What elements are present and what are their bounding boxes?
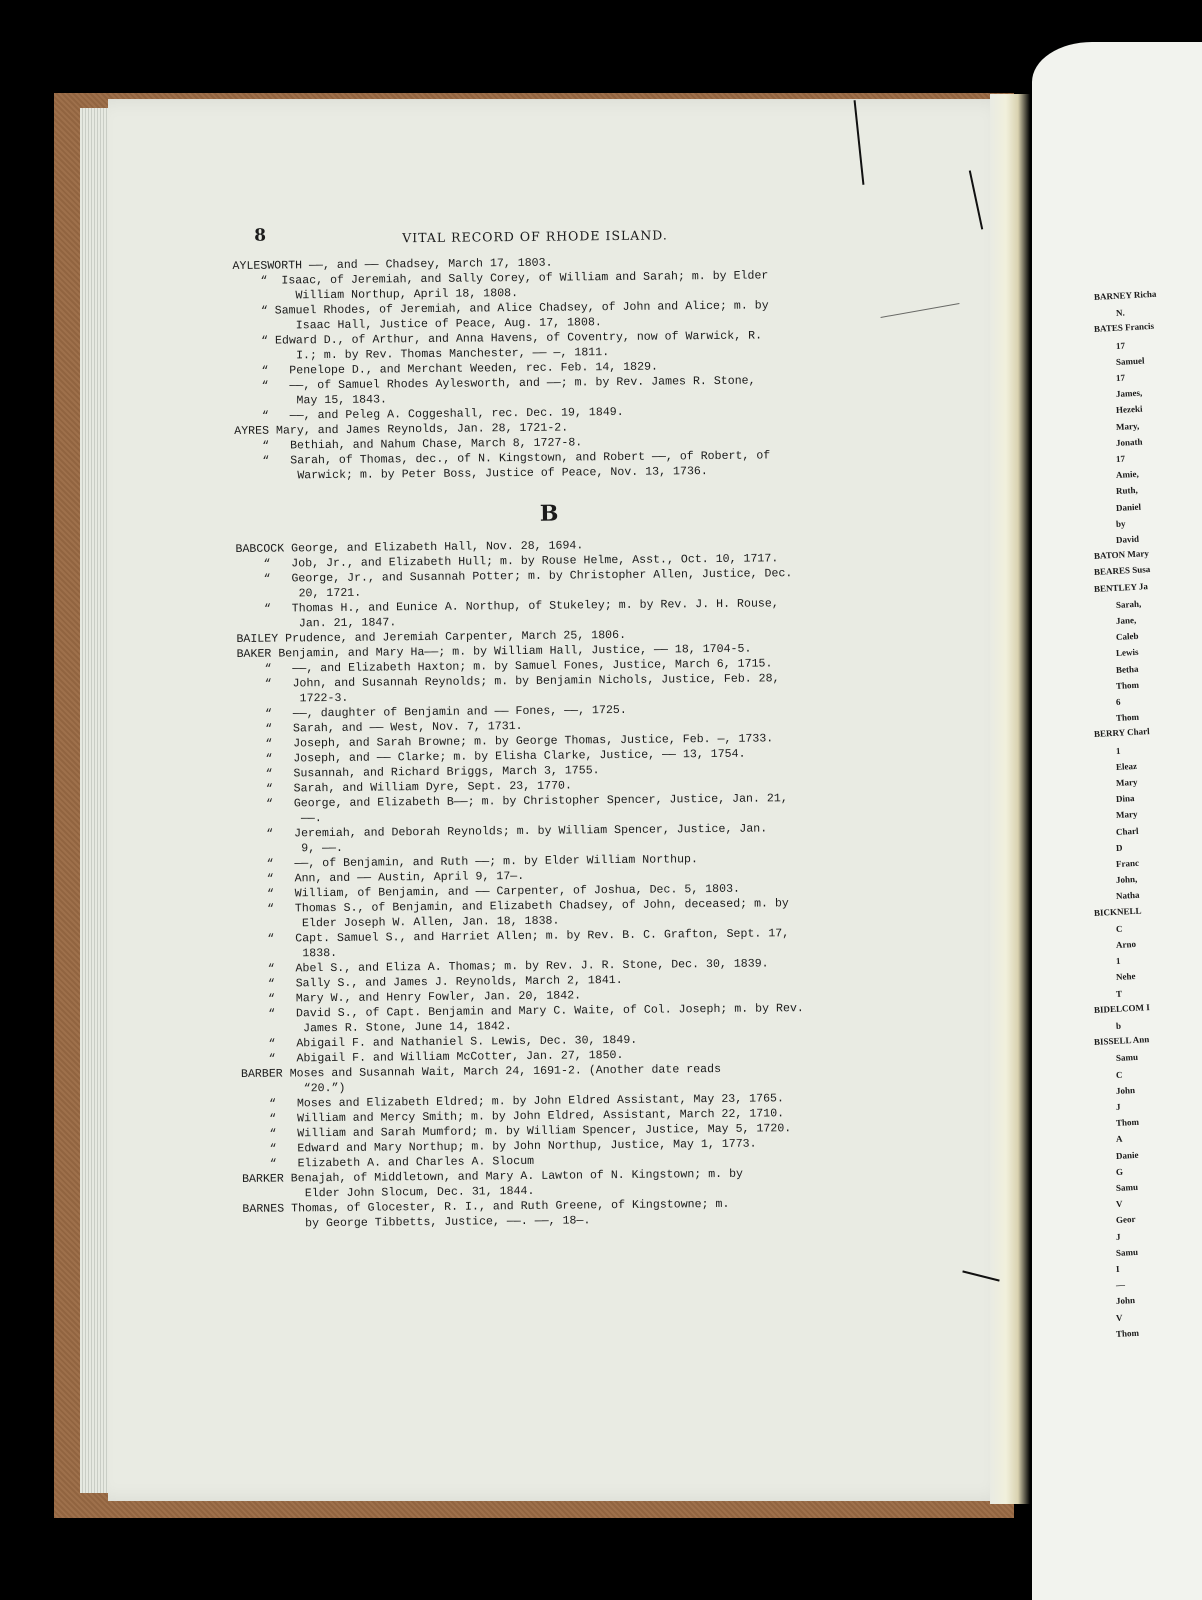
record-line: 9, ——. <box>238 841 344 856</box>
facing-page-line: D <box>1115 842 1123 853</box>
record-line: “ ——, daughter of Benjamin and —— Fones, ——, 1725. <box>237 703 627 721</box>
facing-page-line: BATON Mary <box>1093 548 1150 562</box>
record-line: “ Thomas S., of Benjamin, and Elizabeth Chadsey, of John, deceased; m. by <box>239 897 789 916</box>
record-line: “ Isaac, of Jeremiah, and Sally Corey, of William and Sarah; m. by Elder <box>232 269 769 288</box>
record-line: “ Elizabeth A. and Charles A. Slocum <box>241 1154 535 1171</box>
record-line: “ William and Mercy Smith; m. by John Eldred, Assistant, March 22, 1710. <box>241 1107 785 1126</box>
record-line: “ Mary W., and Henry Fowler, Jan. 20, 1842. <box>240 989 582 1006</box>
record-line: AYLESWORTH ——, and —— Chadsey, March 17, 1803. <box>232 256 553 273</box>
record-line: AYRES Mary, and James Reynolds, Jan. 28, 1721-2. <box>234 421 569 438</box>
facing-page-line: Geor <box>1115 1214 1136 1226</box>
right-page <box>1032 42 1202 1600</box>
record-line: 1722-3. <box>236 691 349 706</box>
facing-page-line: John <box>1115 1295 1136 1307</box>
facing-page-line: G <box>1115 1166 1124 1177</box>
record-line: “ Abel S., and Eliza A. Thomas; m. by Rev. J. R. Stone, Dec. 30, 1839. <box>239 957 769 976</box>
record-line: 1838. <box>239 946 338 961</box>
facing-page-line: Sarah, <box>1115 598 1142 610</box>
record-line: Jan. 21, 1847. <box>236 616 397 631</box>
record-line: “ Penelope D., and Merchant Weeden, rec. Feb. 14, 1829. <box>233 360 659 378</box>
facing-page-line: James, <box>1115 387 1143 400</box>
facing-page-line: BISSELL Ann <box>1093 1034 1150 1048</box>
record-line: “ Susannah, and Richard Briggs, March 3, 1755. <box>237 764 600 781</box>
record-line: “ Sarah, and William Dyre, Sept. 23, 1770. <box>237 779 573 796</box>
facing-page-line: 17 <box>1115 453 1126 464</box>
record-line: “ Sarah, of Thomas, dec., of N. Kingstown, and Robert ——, of Robert, of <box>234 449 771 468</box>
record-line: “ George, and Elizabeth B——; m. by Christopher Spencer, Justice, Jan. 21, <box>238 792 788 811</box>
facing-page-line: Daniel <box>1115 501 1142 513</box>
record-line: William Northup, April 18, 1808. <box>232 287 519 303</box>
facing-page-line: Nehe <box>1115 971 1136 983</box>
record-line: “ Capt. Samuel S., and Harriet Allen; m. by Rev. B. C. Grafton, Sept. 17, <box>239 927 790 946</box>
facing-page-line: C <box>1115 1069 1123 1080</box>
facing-page-line: Thom <box>1115 711 1140 724</box>
facing-page-line: Samu <box>1115 1052 1139 1064</box>
facing-page-line: C <box>1115 923 1123 934</box>
facing-page-line: John, <box>1115 874 1138 886</box>
page-header <box>232 212 852 248</box>
record-line: “ Samuel Rhodes, of Jeremiah, and Alice Chadsey, of John and Alice; m. by <box>232 299 769 318</box>
facing-page-line: I <box>1115 1263 1120 1274</box>
facing-page-line: J <box>1115 1101 1121 1112</box>
facing-page-line: Amie, <box>1115 469 1139 481</box>
facing-page-line: Dina <box>1115 793 1135 805</box>
facing-page-line: b <box>1115 1020 1122 1031</box>
record-line: “ ——, and Elizabeth Haxton; m. by Samuel Fones, Justice, March 6, 1715. <box>236 657 773 676</box>
facing-page-line: A <box>1115 1134 1123 1145</box>
record-line: James R. Stone, June 14, 1842. <box>240 1020 512 1036</box>
record-line: “20.”) <box>241 1081 346 1096</box>
facing-page-line: 17 <box>1115 372 1126 383</box>
page-content <box>232 212 863 1232</box>
record-line: “ Joseph, and Sarah Browne; m. by George Thomas, Justice, Feb. —, 1733. <box>237 732 774 751</box>
facing-page-line: Jonath <box>1115 436 1143 448</box>
record-line: “ Ann, and —— Austin, April 9, 17—. <box>238 869 525 886</box>
facing-page-line: — <box>1115 1279 1126 1291</box>
record-line: BAKER Benjamin, and Mary Ha——; m. by William Hall, Justice, —— 18, 1704-5. <box>236 642 752 661</box>
record-entries <box>232 253 862 1232</box>
record-line: “ George, Jr., and Susannah Potter; m. by Christopher Allen, Justice, Dec. <box>235 567 793 586</box>
facing-page-line: Ruth, <box>1115 485 1138 497</box>
facing-page-line: T <box>1115 988 1123 999</box>
facing-page-line: BENTLEY Ja <box>1093 580 1149 594</box>
record-line: BAILEY Prudence, and Jeremiah Carpenter, March 25, 1806. <box>236 628 627 646</box>
facing-page-line: Samu <box>1115 1181 1139 1193</box>
facing-page-line: BATES Francis <box>1093 321 1155 335</box>
facing-page-line: Mary <box>1115 776 1138 788</box>
record-line: “ Edward and Mary Northup; m. by John Northup, Justice, May 1, 1773. <box>241 1137 757 1156</box>
record-line: “ Moses and Elizabeth Eldred; m. by John Eldred Assistant, May 23, 1765. <box>241 1092 785 1111</box>
record-line: Elder John Slocum, Dec. 31, 1844. <box>242 1184 535 1201</box>
facing-page-line: Samuel <box>1115 355 1145 367</box>
record-line: “ William and Sarah Mumford; m. by William Spencer, Justice, May 5, 1720. <box>241 1122 792 1141</box>
facing-page-line: Hezeki <box>1115 404 1143 416</box>
facing-page-line: Thom <box>1115 679 1140 691</box>
facing-page-line: V <box>1115 1312 1123 1323</box>
record-line: “ Edward D., of Arthur, and Anna Havens, of Coventry, now of Warwick, R. <box>233 329 763 348</box>
facing-page-line: John <box>1115 1084 1136 1096</box>
facing-page-line: Mary, <box>1115 420 1140 432</box>
facing-page-line: 1 <box>1115 955 1121 967</box>
facing-page-line: BARNEY Richa <box>1093 288 1157 302</box>
record-line: “ David S., of Capt. Benjamin and Mary C. Waite, of Col. Joseph; m. by Rev. <box>240 1002 804 1021</box>
record-line: “ Jeremiah, and Deborah Reynolds; m. by William Spencer, Justice, Jan. <box>238 822 768 841</box>
facing-page-line: Danie <box>1115 1149 1139 1161</box>
facing-page-line: V <box>1115 1198 1123 1210</box>
facing-page-line: 6 <box>1115 696 1121 707</box>
facing-page-line: BIDELCOM I <box>1093 1001 1150 1015</box>
facing-page-line: David <box>1115 533 1140 545</box>
record-line: “ ——, and Peleg A. Coggeshall, rec. Dec. 19, 1849. <box>234 405 624 423</box>
record-line: ——. <box>238 812 322 826</box>
record-line: Elder Joseph W. Allen, Jan. 18, 1838. <box>239 914 560 931</box>
facing-page-line: N. <box>1115 307 1125 319</box>
record-line: “ Sarah, and —— West, Nov. 7, 1731. <box>237 719 523 736</box>
facing-page-line: J <box>1115 1231 1121 1242</box>
facing-page-line: 1 <box>1115 745 1121 756</box>
record-line: “ Joseph, and —— Clarke; m. by Elisha Clarke, Justice, —— 13, 1754. <box>237 747 746 766</box>
facing-page-line: BEARES Susa <box>1093 564 1151 578</box>
record-line: BABCOCK George, and Elizabeth Hall, Nov. 28, 1694. <box>235 539 584 556</box>
record-line: “ ——, of Benjamin, and Ruth ——; m. by Elder William Northup. <box>238 853 699 871</box>
record-line: “ Bethiah, and Nahum Chase, March 8, 1727-8. <box>234 436 583 453</box>
record-line: “ John, and Susannah Reynolds; m. by Benjamin Nichols, Justice, Feb. 28, <box>236 672 780 691</box>
facing-page-line: Caleb <box>1115 631 1139 643</box>
facing-page-line: Mary <box>1115 809 1138 821</box>
facing-page-line: Franc <box>1115 857 1140 869</box>
facing-page-line: 17 <box>1115 340 1126 351</box>
facing-page-line: Thom <box>1115 1327 1140 1339</box>
facing-page-line: Charl <box>1115 825 1139 837</box>
record-line: “ Thomas H., and Eunice A. Northup, of Stukeley; m. by Rev. J. H. Rouse, <box>236 597 779 616</box>
section-letter: B <box>539 500 559 527</box>
facing-page-line: Eleaz <box>1115 760 1138 772</box>
record-line: “ ——, of Samuel Rhodes Aylesworth, and ——; m. by Rev. James R. Stone, <box>233 374 756 393</box>
facing-page-line: BERRY Charl <box>1093 726 1150 740</box>
facing-page-line: Arno <box>1115 938 1137 950</box>
record-line: Warwick; m. by Peter Boss, Justice of Peace, Nov. 13, 1736. <box>234 465 708 483</box>
record-line: I.; m. by Rev. Thomas Manchester, —— —, 1811. <box>233 346 610 363</box>
facing-page-line: Betha <box>1115 663 1139 675</box>
record-line: 20, 1721. <box>235 586 362 601</box>
record-line: BARNES Thomas, of Glocester, R. I., and Ruth Greene, of Kingstowne; m. <box>242 1197 730 1216</box>
facing-page-line: Lewis <box>1115 647 1139 659</box>
facing-page-line: by <box>1115 518 1126 529</box>
facing-page-line: Thom <box>1115 1116 1140 1129</box>
facing-page-line: Samu <box>1115 1246 1139 1258</box>
record-line: “ Job, Jr., and Elizabeth Hull; m. by Rouse Helme, Asst., Oct. 10, 1717. <box>235 552 779 571</box>
page-title: VITAL RECORD OF RHODE ISLAND. <box>402 227 668 246</box>
record-line: BARKER Benajah, of Middletown, and Mary A. Lawton of N. Kingstown; m. by <box>242 1167 744 1186</box>
record-line: “ Sally S., and James J. Reynolds, March 2, 1841. <box>239 973 623 991</box>
facing-page-line: BICKNELL <box>1093 905 1142 918</box>
record-line: “ Abigail F. and William McCotter, Jan. 27, 1850. <box>240 1048 624 1066</box>
record-line: “ William, of Benjamin, and —— Carpenter, of Joshua, Dec. 5, 1803. <box>239 882 741 901</box>
record-line: BARBER Moses and Susannah Wait, March 24, 1691-2. (Another date reads <box>240 1062 722 1081</box>
record-line: Isaac Hall, Justice of Peace, Aug. 17, 1808. <box>233 316 602 333</box>
page-number: 8 <box>254 225 267 246</box>
facing-page-line: Natha <box>1115 890 1140 902</box>
record-line: May 15, 1843. <box>233 393 388 408</box>
facing-page-line: Jane, <box>1115 614 1137 626</box>
record-line: “ Abigail F. and Nathaniel S. Lewis, Dec. 30, 1849. <box>240 1033 638 1051</box>
book-gutter <box>990 94 1030 1504</box>
record-line: by George Tibbetts, Justice, ——. ——, 18—. <box>242 1214 591 1231</box>
